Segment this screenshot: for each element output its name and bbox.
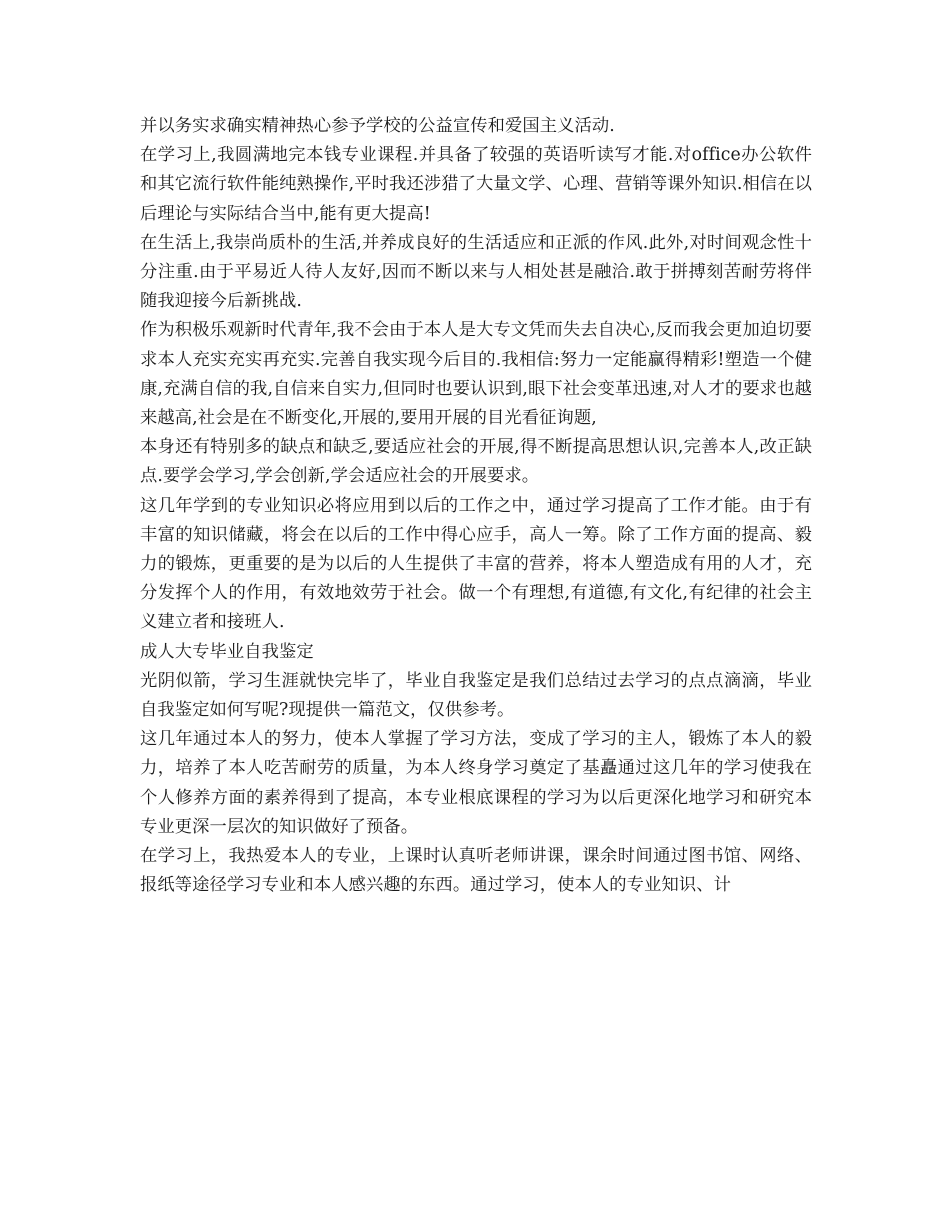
paragraph-2: 在学习上,我圆满地完本钱专业课程.并具备了较强的英语听读写才能.对office办公软件和其它流行软件能纯熟操作,平时我还涉猎了大量文学、心理、营销等课外知识.相信在以后理论与实际结合当中,能有更大提高! bbox=[140, 145, 812, 224]
paragraph-9: 在学习上，我热爱本人的专业，上课时认真听老师讲课，课余时间通过图书馆、网络、报纸等途径学习专业和本人感兴趣的东西。通过学习，使本人的专业知识、计 bbox=[140, 846, 812, 896]
paragraph-7: 光阴似箭，学习生涯就快完毕了，毕业自我鉴定是我们总结过去学习的点点滴滴，毕业自我鉴定如何写呢?现提供一篇范文，仅供参考。 bbox=[140, 670, 812, 721]
paragraph-5: 本身还有特别多的缺点和缺乏,要适应社会的开展,得不断提高思想认识,完善本人,改正缺点.要学会学习,学会创新,学会适应社会的开展要求。 bbox=[140, 437, 812, 487]
paragraph-6: 这几年学到的专业知识必将应用到以后的工作之中，通过学习提高了工作才能。由于有丰富的知识储藏，将会在以后的工作中得心应手，高人一筹。除了工作方面的提高、毅力的锻炼，更重要的是为以后的人生提供了丰富的营养，将本人塑造成有用的人才，充分发挥个人的作用，有效地效劳于社会。做一个有理想,有道德,有文化,有纪律的社会主义建立者和接班人. bbox=[140, 495, 812, 633]
paragraph-4: 作为积极乐观新时代青年,我不会由于本人是大专文凭而失去自决心,反而我会更加迫切要求本人充实充实再充实.完善自我实现今后目的.我相信:努力一定能赢得精彩!塑造一个健康,充满自信的我,自信来自实力,但同时也要认识到,眼下社会变革迅速,对人才的要求也越来越高,社会是在不断变化,开展的,要用开展的目光看征询题, bbox=[140, 320, 812, 429]
paragraph-1: 并以务实求确实精神热心参予学校的公益宣传和爱国主义活动. bbox=[140, 116, 615, 136]
paragraph-8: 这几年通过本人的努力，使本人掌握了学习方法，变成了学习的主人，锻炼了本人的毅力，培养了本人吃苦耐劳的质量，为本人终身学习奠定了基矗通过这几年的学习使我在个人修养方面的素养得到了提高，本专业根底课程的学习为以后更深化地学习和研究本专业更深一层次的知识做好了预备。 bbox=[140, 729, 812, 837]
paragraph-3: 在生活上,我崇尚质朴的生活,并养成良好的生活适应和正派的作风.此外,对时间观念性十分注重.由于平易近人待人友好,因而不断以来与人相处甚是融洽.敢于拼搏刻苦耐劳将伴随我迎接今后新挑战. bbox=[140, 232, 812, 312]
document-body bbox=[140, 112, 812, 900]
section-heading: 成人大专毕业自我鉴定 bbox=[140, 641, 314, 662]
